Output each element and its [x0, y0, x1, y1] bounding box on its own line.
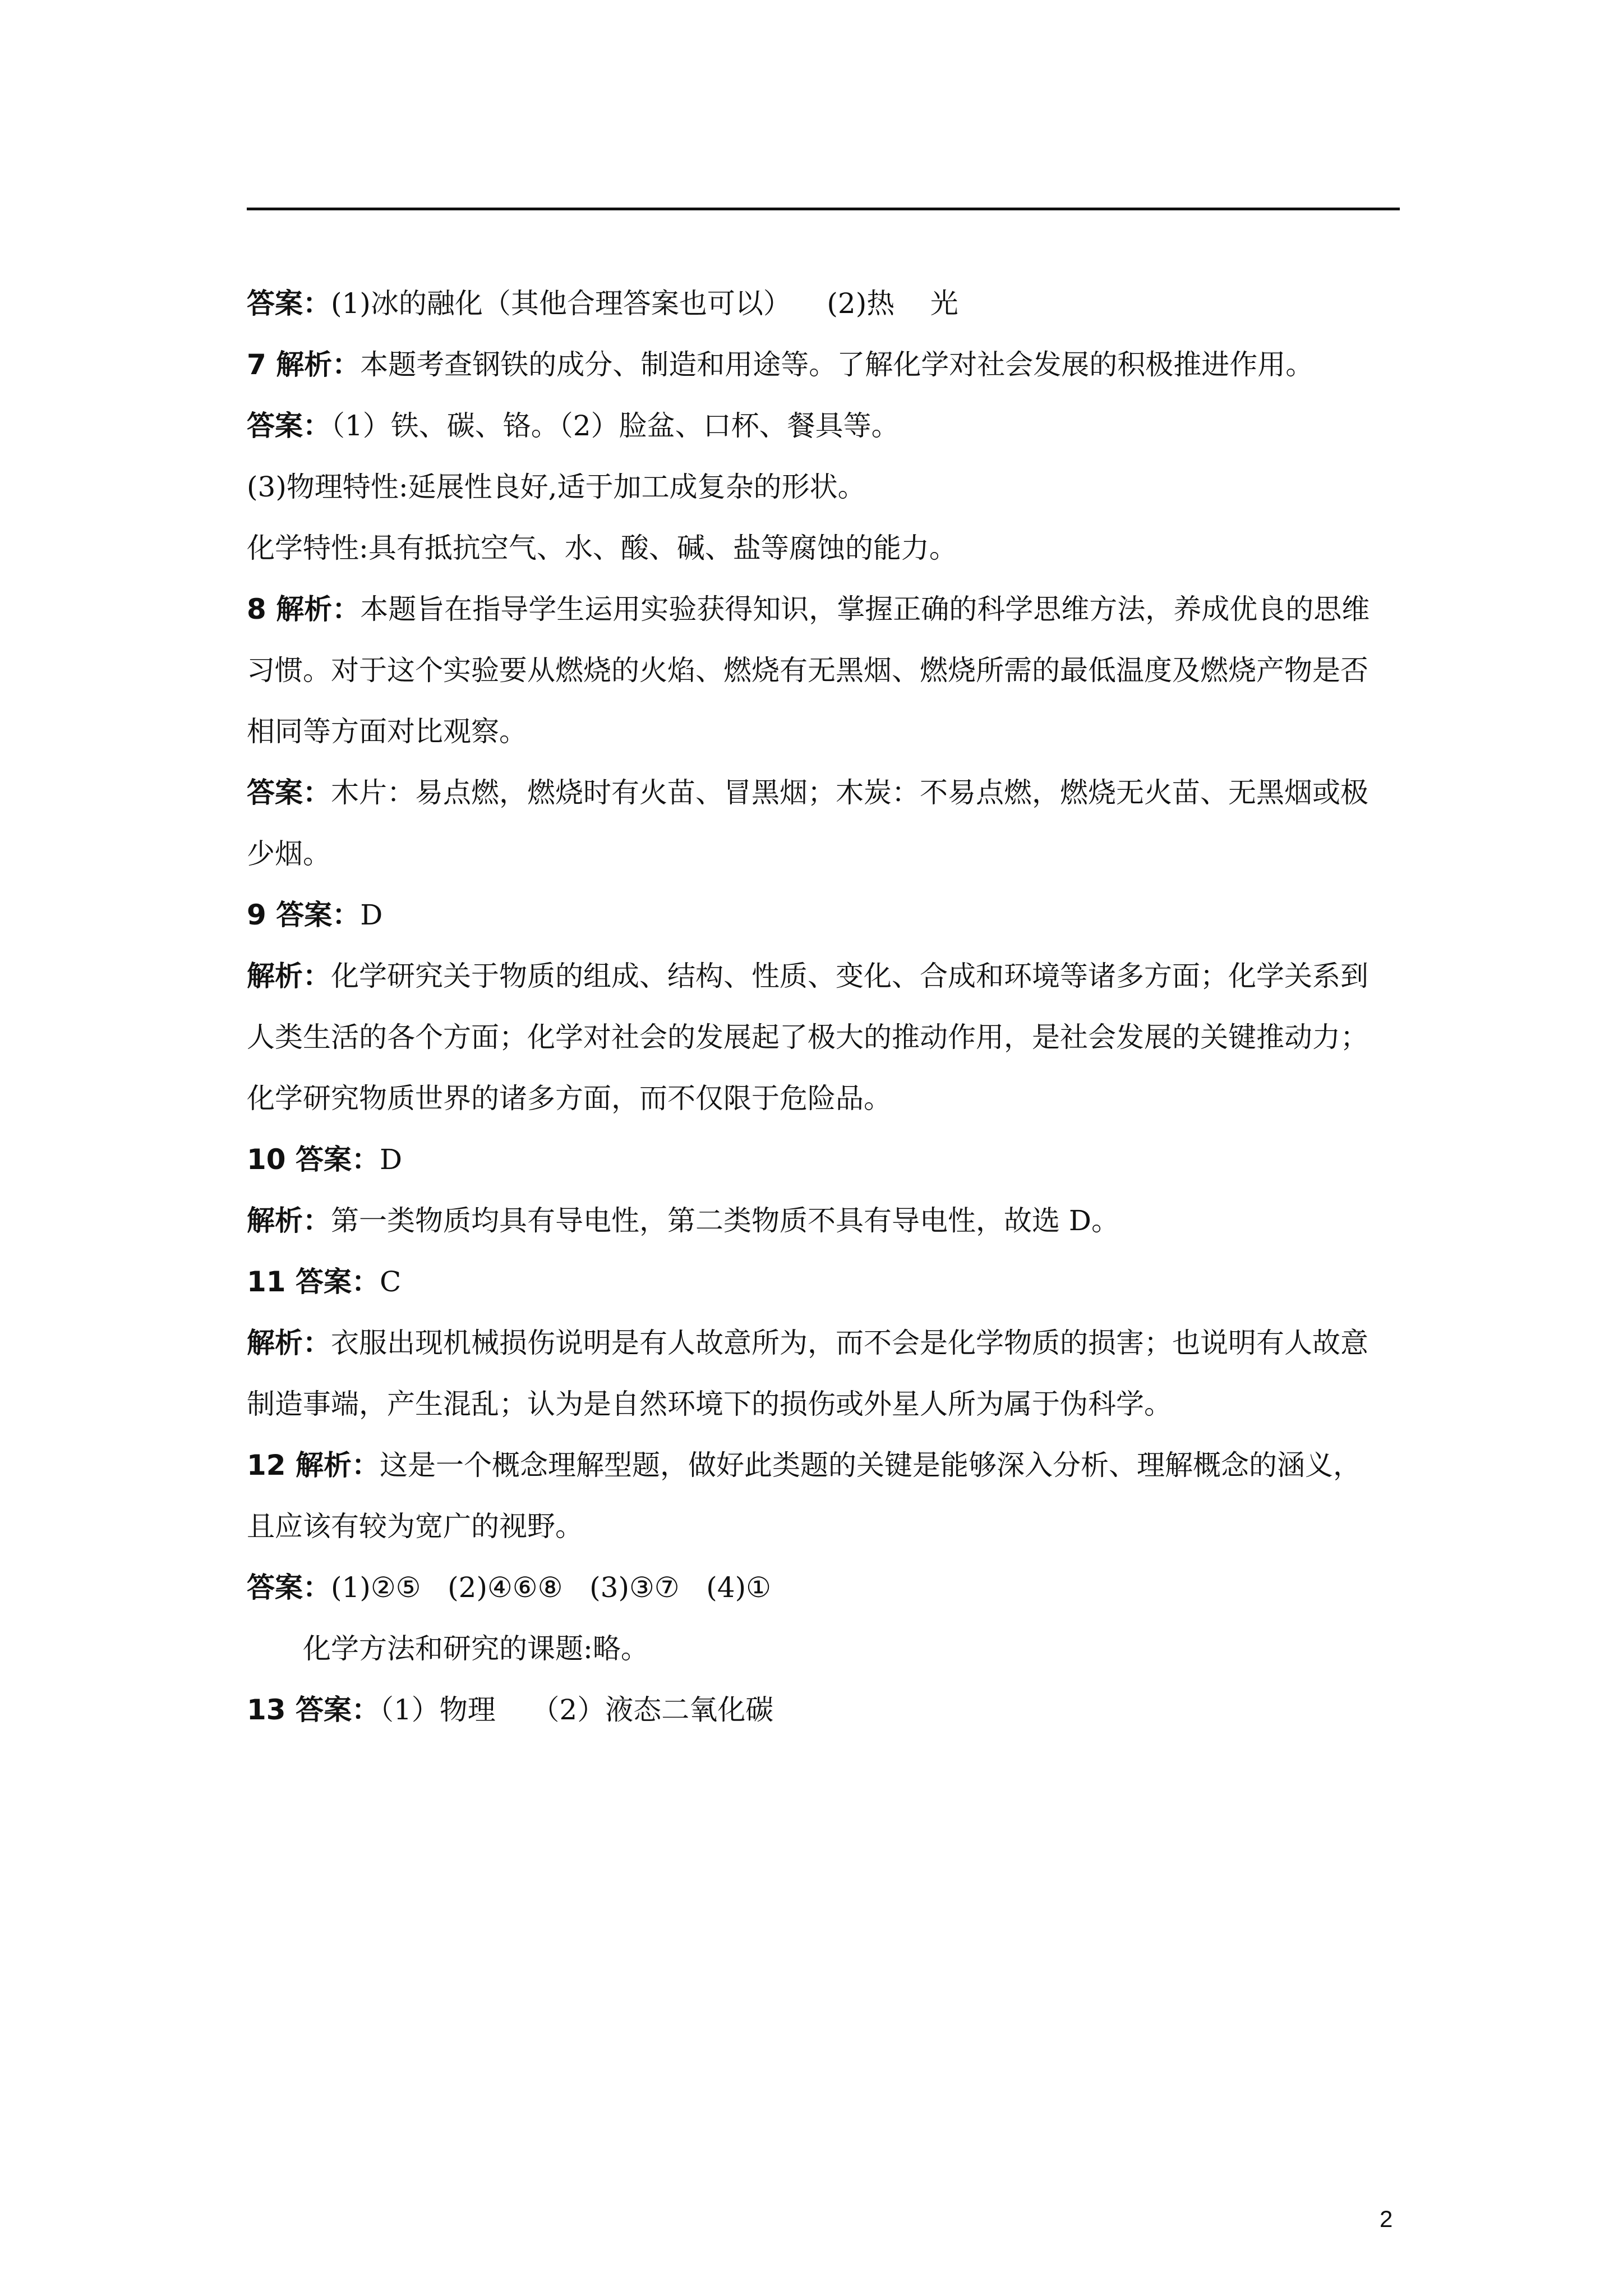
- line-text: 相同等方面对比观察。: [247, 715, 527, 748]
- line-text: (1)②⑤ (2)④⑥⑧ (3)③⑦ (4)①: [331, 1571, 771, 1604]
- answer-line: [247, 579, 1400, 640]
- answer-line: [247, 762, 1400, 823]
- answer-line: [247, 273, 1400, 334]
- answer-line: [247, 1435, 1400, 1496]
- line-text: C: [380, 1266, 402, 1298]
- line-text: 化学特性:具有抵抗空气、水、酸、碱、盐等腐蚀的能力。: [247, 532, 957, 564]
- line-text: 这是一个概念理解型题，做好此类题的关键是能够深入分析、理解概念的涵义，: [380, 1449, 1361, 1481]
- answer-content: [247, 273, 1400, 1741]
- line-label: 答案：: [247, 776, 331, 809]
- line-label: 答案：: [247, 409, 331, 442]
- line-text: 本题考查钢铁的成分、制造和用途等。了解化学对社会发展的积极推进作用。: [360, 348, 1314, 381]
- line-label: 答案：: [247, 1571, 331, 1604]
- line-label: 8 解析：: [247, 593, 361, 625]
- line-text: 化学方法和研究的课题:略。: [303, 1632, 649, 1665]
- answer-line: [247, 1557, 1400, 1618]
- page-number: 2: [1380, 2206, 1393, 2232]
- line-text: 人类生活的各个方面；化学对社会的发展起了极大的推动作用，是社会发展的关键推动力；: [247, 1021, 1368, 1053]
- answer-line: [247, 640, 1400, 701]
- answer-line: [247, 1618, 1400, 1680]
- answer-line: [247, 457, 1400, 518]
- line-text: D: [380, 1143, 403, 1176]
- header-rule: [247, 208, 1400, 210]
- answer-line: [247, 823, 1400, 885]
- answer-line: [247, 334, 1400, 395]
- answer-line: [247, 1374, 1400, 1435]
- answer-line: [247, 1190, 1400, 1251]
- answer-line: [247, 1007, 1400, 1068]
- answer-line: [247, 885, 1400, 946]
- line-label: 10 答案：: [247, 1143, 380, 1176]
- line-text: (3)物理特性:延展性良好,适于加工成复杂的形状。: [247, 471, 866, 503]
- answer-line: [247, 946, 1400, 1007]
- line-label: 解析：: [247, 960, 331, 992]
- line-label: 9 答案：: [247, 899, 361, 931]
- answer-line: [247, 701, 1400, 762]
- line-text: （1）物理 （2）液态二氧化碳: [380, 1694, 774, 1726]
- line-text: 木片：易点燃，燃烧时有火苗、冒黑烟；木炭：不易点燃，燃烧无火苗、无黑烟或极: [331, 776, 1368, 809]
- line-text: （1）铁、碳、铬。（2）脸盆、口杯、餐具等。: [331, 409, 900, 442]
- line-text: 第一类物质均具有导电性，第二类物质不具有导电性，故选 D。: [331, 1204, 1119, 1237]
- line-text: (1)冰的融化（其他合理答案也可以） (2)热 光: [331, 287, 958, 320]
- line-label: 12 解析：: [247, 1449, 380, 1481]
- line-text: 化学研究关于物质的组成、结构、性质、变化、合成和环境等诸多方面；化学关系到: [331, 960, 1368, 992]
- line-text: 本题旨在指导学生运用实验获得知识，掌握正确的科学思维方法，养成优良的思维: [360, 593, 1370, 625]
- answer-line: [247, 1313, 1400, 1374]
- line-text: 少烟。: [247, 838, 331, 870]
- line-text: 习惯。对于这个实验要从燃烧的火焰、燃烧有无黑烟、燃烧所需的最低温度及燃烧产物是否: [247, 654, 1368, 687]
- line-label: 答案：: [247, 287, 331, 320]
- answer-line: [247, 518, 1400, 579]
- line-label: 11 答案：: [247, 1266, 380, 1298]
- line-label: 7 解析：: [247, 348, 361, 381]
- answer-line: [247, 395, 1400, 457]
- line-text: 制造事端，产生混乱；认为是自然环境下的损伤或外星人所为属于伪科学。: [247, 1388, 1172, 1420]
- line-label: 解析：: [247, 1327, 331, 1359]
- line-text: D: [360, 899, 383, 931]
- answer-line: [247, 1496, 1400, 1557]
- answer-line: [247, 1129, 1400, 1190]
- line-text: 衣服出现机械损伤说明是有人故意所为，而不会是化学物质的损害；也说明有人故意: [331, 1327, 1368, 1359]
- line-text: 化学研究物质世界的诸多方面，而不仅限于危险品。: [247, 1082, 892, 1115]
- line-label: 解析：: [247, 1204, 331, 1237]
- answer-line: [247, 1680, 1400, 1741]
- answer-line: [247, 1251, 1400, 1313]
- line-label: 13 答案：: [247, 1694, 380, 1726]
- answer-line: [247, 1068, 1400, 1129]
- line-text: 且应该有较为宽广的视野。: [247, 1510, 583, 1543]
